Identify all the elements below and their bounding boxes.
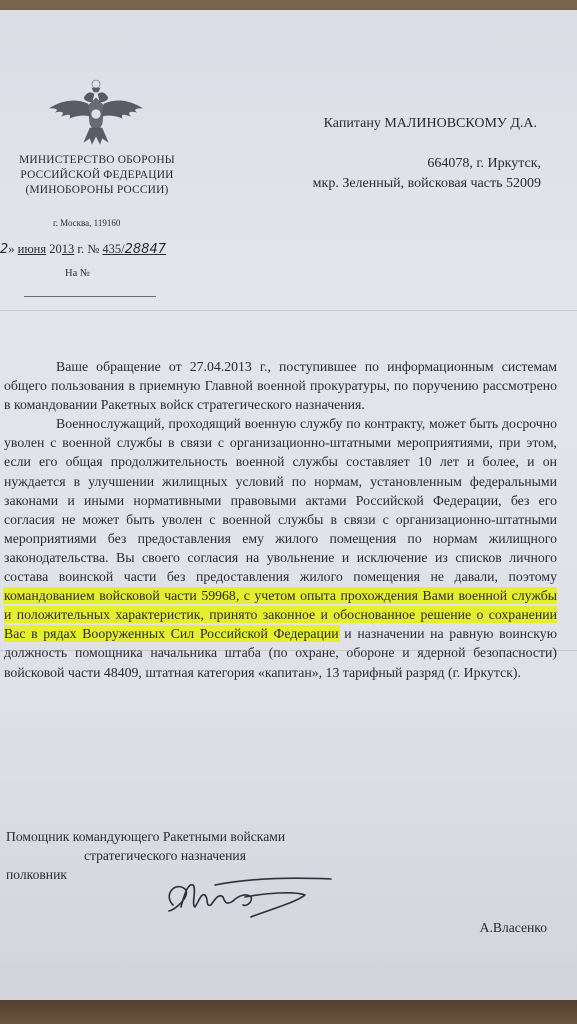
date-number-line: 2» июня 2013 г. № 435/28847 xyxy=(0,242,166,257)
date-year-suffix: г. xyxy=(77,242,85,256)
reference-number-line xyxy=(24,296,156,297)
handwritten-signature xyxy=(155,865,335,921)
addressee-address-line: 664078, г. Иркутск, xyxy=(427,156,541,171)
outgoing-number-printed: 435/ xyxy=(102,242,125,256)
signer-title: стратегического назначения xyxy=(84,848,246,863)
body-paragraph: Ваше обращение от 27.04.2013 г., поступившее по информационным системам общего пользования в приемную Главной военной прокуратуры, по поручению рассмотрено в командовании Ракетных войск стратегического назначения. xyxy=(4,359,557,413)
ministry-line: (МИНОБОРОНЫ РОССИИ) xyxy=(25,184,169,196)
outgoing-number-handwritten: 28847 xyxy=(124,242,166,257)
signer-rank: полковник xyxy=(6,867,67,882)
letter-page xyxy=(0,10,577,1000)
date-day: 2 xyxy=(0,242,9,257)
signer-title: Помощник командующего Ракетными войсками xyxy=(6,829,286,844)
double-headed-eagle-emblem-icon xyxy=(46,78,146,150)
ministry-line: МИНИСТЕРСТВО ОБОРОНЫ xyxy=(19,154,175,166)
reference-number-label: На № xyxy=(65,268,90,279)
body-text-span: и назначении на равную воинскую должность помощника начальника штаба (по охране, обороне и ядерной безопасности) войсковой части 48409, штатная категория «капитан», 13 тарифный разряд (г. Иркутск). xyxy=(4,626,557,680)
date-year-prefix: 20 xyxy=(49,242,62,256)
body-paragraph xyxy=(4,414,557,681)
body-text-span: Военнослужащий, проходящий военную службу по контракту, может быть досрочно уволен с военной службы в связи с организационно-штатными мероприятиями, при этом, если его общая продолжительность военной службы составляет 10 лет и более, и он нуждается в улучшении жилищных условий по нормам, установленным федеральными законами и иными нормативными правовыми актами Российской Федерации, без его согласия не может быть уволен с военной службы в связи с организационно-штатными мероприятиями без предоставления ему жилого помещения по нормам жилищного законодательства. Вы своего согласия на увольнение и исключение из списков личного состава воинской части без предоставления жилого помещения не давали, поэтому xyxy=(4,416,557,585)
ministry-name xyxy=(14,153,180,198)
highlighted-text: командованием войсковой части 59968, с учетом опыта прохождения Вами военной службы и положительных характеристик, принято законное и обоснованное решение о сохранении Вас в рядах Вооруженных Сил Российской Федерации xyxy=(4,588,557,642)
addressee-address-line: мкр. Зеленный, войсковая часть 52009 xyxy=(312,176,541,191)
paper-fold xyxy=(0,310,577,311)
date-month: июня xyxy=(17,242,47,256)
number-label: № xyxy=(87,242,100,256)
addressee-name: Капитану МАЛИНОВСКОМУ Д.А. xyxy=(323,116,537,131)
letter-body xyxy=(4,357,557,682)
date-year: 13 xyxy=(61,242,75,256)
addressee-block xyxy=(313,114,541,194)
ministry-line: РОССИЙСКОЙ ФЕДЕРАЦИИ xyxy=(20,169,174,181)
signer-name: А.Власенко xyxy=(479,920,547,935)
table-surface xyxy=(0,1000,577,1024)
ministry-address: г. Москва, 119160 xyxy=(53,218,121,228)
